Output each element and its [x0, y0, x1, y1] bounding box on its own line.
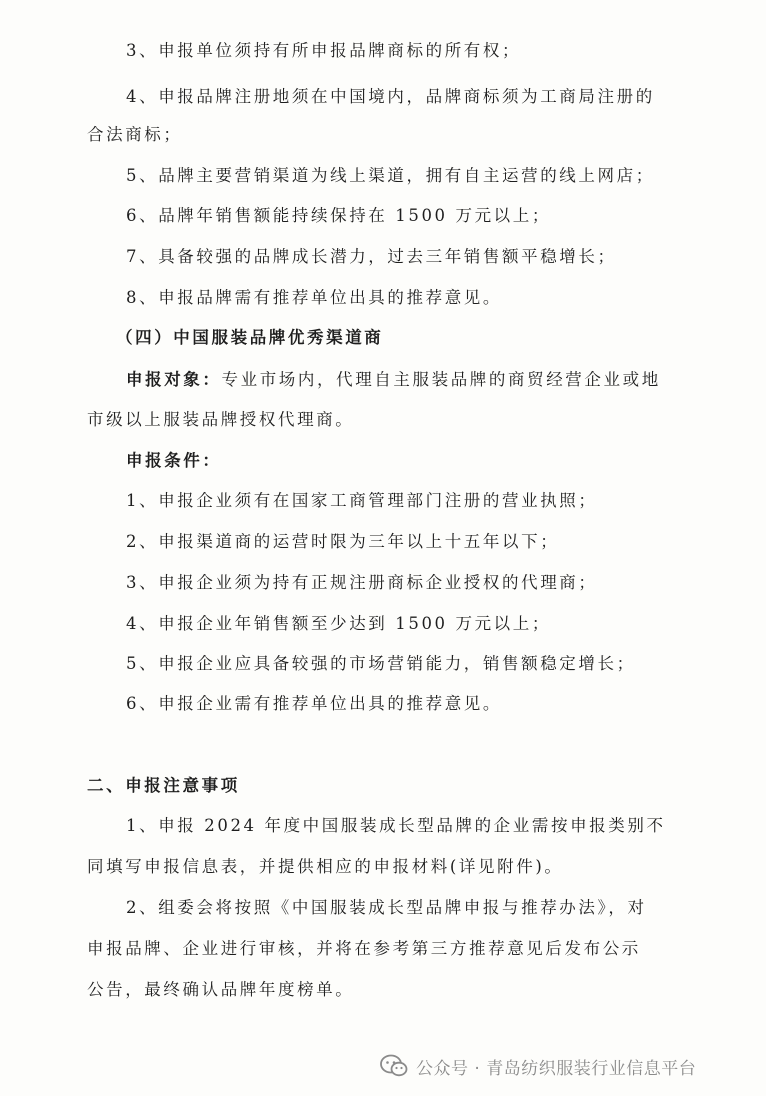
notice-1-continuation: 同填写申报信息表，并提供相应的申报材料(详见附件)。 [87, 857, 564, 876]
condition-3: 3、申报企业须为持有正规注册商标企业授权的代理商； [126, 573, 598, 592]
condition-4: 4、申报企业年销售额至少达到 1500 万元以上； [126, 614, 551, 633]
target-paragraph [126, 369, 661, 391]
notice-2-continuation-1: 申报品牌、企业进行审核，并将在参考第三方推荐意见后发布公示 [87, 939, 641, 958]
conditions-label: 申报条件： [126, 451, 222, 470]
item-5: 5、品牌主要营销渠道为线上渠道，拥有自主运营的线上网店； [126, 166, 655, 185]
item-4-continuation: 合法商标； [87, 125, 183, 144]
section-2-heading: 二、申报注意事项 [87, 776, 240, 795]
item-4: 4、申报品牌注册地须在中国境内，品牌商标须为工商局注册的 [126, 87, 655, 106]
item-8: 8、申报品牌需有推荐单位出具的推荐意见。 [126, 288, 502, 307]
notice-2: 2、组委会将按照《中国服装成长型品牌申报与推荐办法》，对 [126, 898, 647, 917]
condition-6: 6、申报企业需有推荐单位出具的推荐意见。 [126, 694, 502, 713]
item-3: 3、申报单位须持有所申报品牌商标的所有权； [126, 41, 522, 60]
condition-1: 1、申报企业须有在国家工商管理部门注册的营业执照； [126, 491, 598, 510]
condition-5: 5、申报企业应具备较强的市场营销能力，销售额稳定增长； [126, 654, 636, 673]
item-6: 6、品牌年销售额能持续保持在 1500 万元以上； [126, 206, 551, 225]
notice-1: 1、申报 2024 年度中国服装成长型品牌的企业需按申报类别不 [126, 816, 666, 835]
watermark [380, 1051, 696, 1081]
target-continuation: 市级以上服装品牌授权代理商。 [87, 410, 355, 429]
notice-2-continuation-2: 公告，最终确认品牌年度榜单。 [87, 980, 355, 999]
condition-2: 2、申报渠道商的运营时限为三年以上十五年以下； [126, 532, 560, 551]
watermark-text: 公众号 · 青岛纺织服装行业信息平台 [416, 1058, 697, 1079]
target-label: 申报对象： [126, 370, 222, 389]
wechat-icon [380, 1054, 408, 1078]
item-7: 7、具备较强的品牌成长潜力，过去三年销售额平稳增长； [126, 247, 617, 266]
target-text: 专业市场内，代理自主服装品牌的商贸经营企业或地 [221, 370, 661, 389]
section-4-heading: （四）中国服装品牌优秀渠道商 [116, 328, 384, 347]
